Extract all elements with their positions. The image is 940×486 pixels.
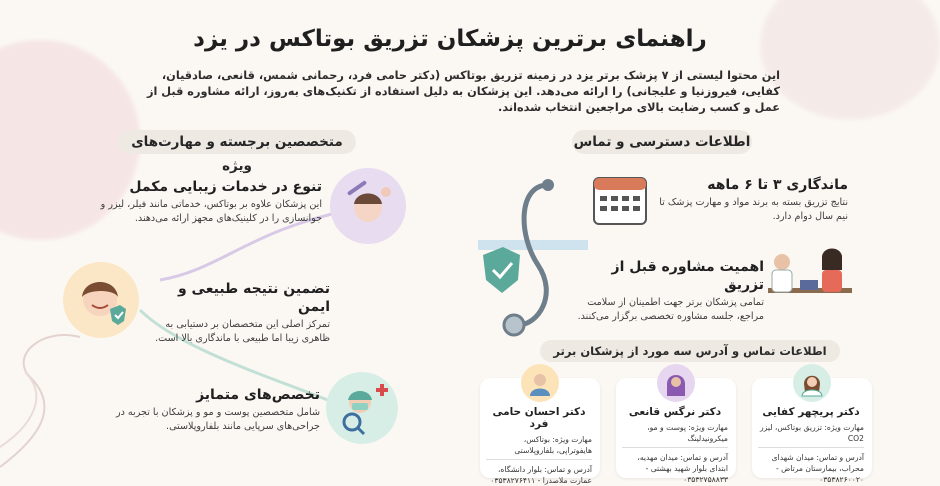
aesthetics-illustration <box>330 168 406 244</box>
left-section-heading: متخصصین برجسته و مهارت‌های ویژه <box>118 130 356 154</box>
item-services <box>92 178 322 226</box>
item-text: شامل متخصصین پوست و مو و پزشکان با تجربه در جراحی‌های سرپایی مانند بلفاروپلاستی. <box>115 407 320 432</box>
decor-blob <box>760 0 940 120</box>
doctor-skill: مهارت ویژه: تزریق بوتاکس، لیزر CO2 <box>760 423 864 443</box>
item-title: تنوع در خدمات زیبایی مکمل <box>129 179 322 195</box>
item-text: نتایج تزریق بسته به برند مواد و مهارت پزشک تا نیم سال دوام دارد. <box>659 197 848 222</box>
doctor-name: دکتر نرگس قانعی <box>628 406 722 418</box>
item-title: اهمیت مشاوره قبل از تزریق <box>611 259 764 293</box>
item-duration <box>658 176 848 224</box>
page-title: راهنمای برترین پزشکان تزریق بوتاکس در یزد <box>193 26 707 52</box>
doctor-card <box>752 378 872 484</box>
doctor-card <box>480 378 600 485</box>
item-title: تضمین نتیجه طبیعی و ایمن <box>177 281 330 315</box>
item-title: تخصص‌های متمایز <box>196 387 320 403</box>
doctor-skill: مهارت ویژه: پوست و مو، میکرونیدلینگ <box>647 423 728 443</box>
item-consultation <box>574 258 764 324</box>
item-title: ماندگاری ۳ تا ۶ ماهه <box>707 177 848 193</box>
intro-paragraph: این محتوا لیستی از ۷ پزشک برتر یزد در زمینه تزریق بوتاکس (دکتر حامی فرد، رحمانی شمس، قانعی، صادقیان، کفایی، فیروزنیا و علیجانی) را ارائه می‌دهد. این پزشکان به دلیل استفاده از تکنیک‌های به‌روز، ارائه مشاوره قبل از عمل و کسب رضایت بالای مراجعین انتخاب شده‌اند. <box>146 69 780 114</box>
item-text: این پزشکان علاوه بر بوتاکس، خدماتی مانند فیلر، لیزر و جوانسازی را در کلینیک‌های مجهز ارائه می‌دهند. <box>100 199 322 224</box>
doctor-address: آدرس و تماس: بلوار دانشگاه، عمارت ملاصدرا - ۰۳۵۳۸۲۷۶۴۱۱ <box>490 465 592 485</box>
specialist-illustration <box>326 372 398 444</box>
item-text: تمرکز اصلی این متخصصان بر دستیابی به ظاهری زیبا اما طبیعی با ماندگاری بالا است. <box>155 319 330 344</box>
contacts-heading: اطلاعات تماس و آدرس سه مورد از پزشکان برتر <box>540 340 840 362</box>
doctor-avatar-icon <box>521 364 559 402</box>
doctor-name: دکتر پریچهر کفایی <box>762 406 860 418</box>
doctor-address: آدرس و تماس: میدان شهدای محراب، بیمارستان مرتاض - ۰۳۵۳۸۲۶۰۰۲۰ <box>771 453 864 484</box>
item-text: تمامی پزشکان برتر جهت اطمینان از سلامت مراجع، جلسه مشاوره تخصصی برگزار می‌کنند. <box>577 297 764 322</box>
calendar-icon <box>590 170 650 228</box>
right-section-heading: اطلاعات دسترسی و تماس <box>572 130 752 154</box>
natural-result-illustration <box>63 262 139 338</box>
consultation-illustration <box>760 236 860 328</box>
doctor-avatar-icon <box>657 364 695 402</box>
item-specialties <box>90 386 320 434</box>
doctor-card <box>616 378 736 484</box>
doctor-avatar-icon <box>793 364 831 402</box>
doctor-name: دکتر احسان حامی فرد <box>492 406 586 430</box>
doctor-skill: مهارت ویژه: بوتاکس، هایفوتراپی، بلفاروپلاستی <box>514 435 592 455</box>
item-natural <box>150 280 330 346</box>
doctor-address: آدرس و تماس: میدان مهدیه، ابتدای بلوار شهید بهشتی - ۰۳۵۳۲۷۵۸۸۳۳ <box>637 453 728 484</box>
